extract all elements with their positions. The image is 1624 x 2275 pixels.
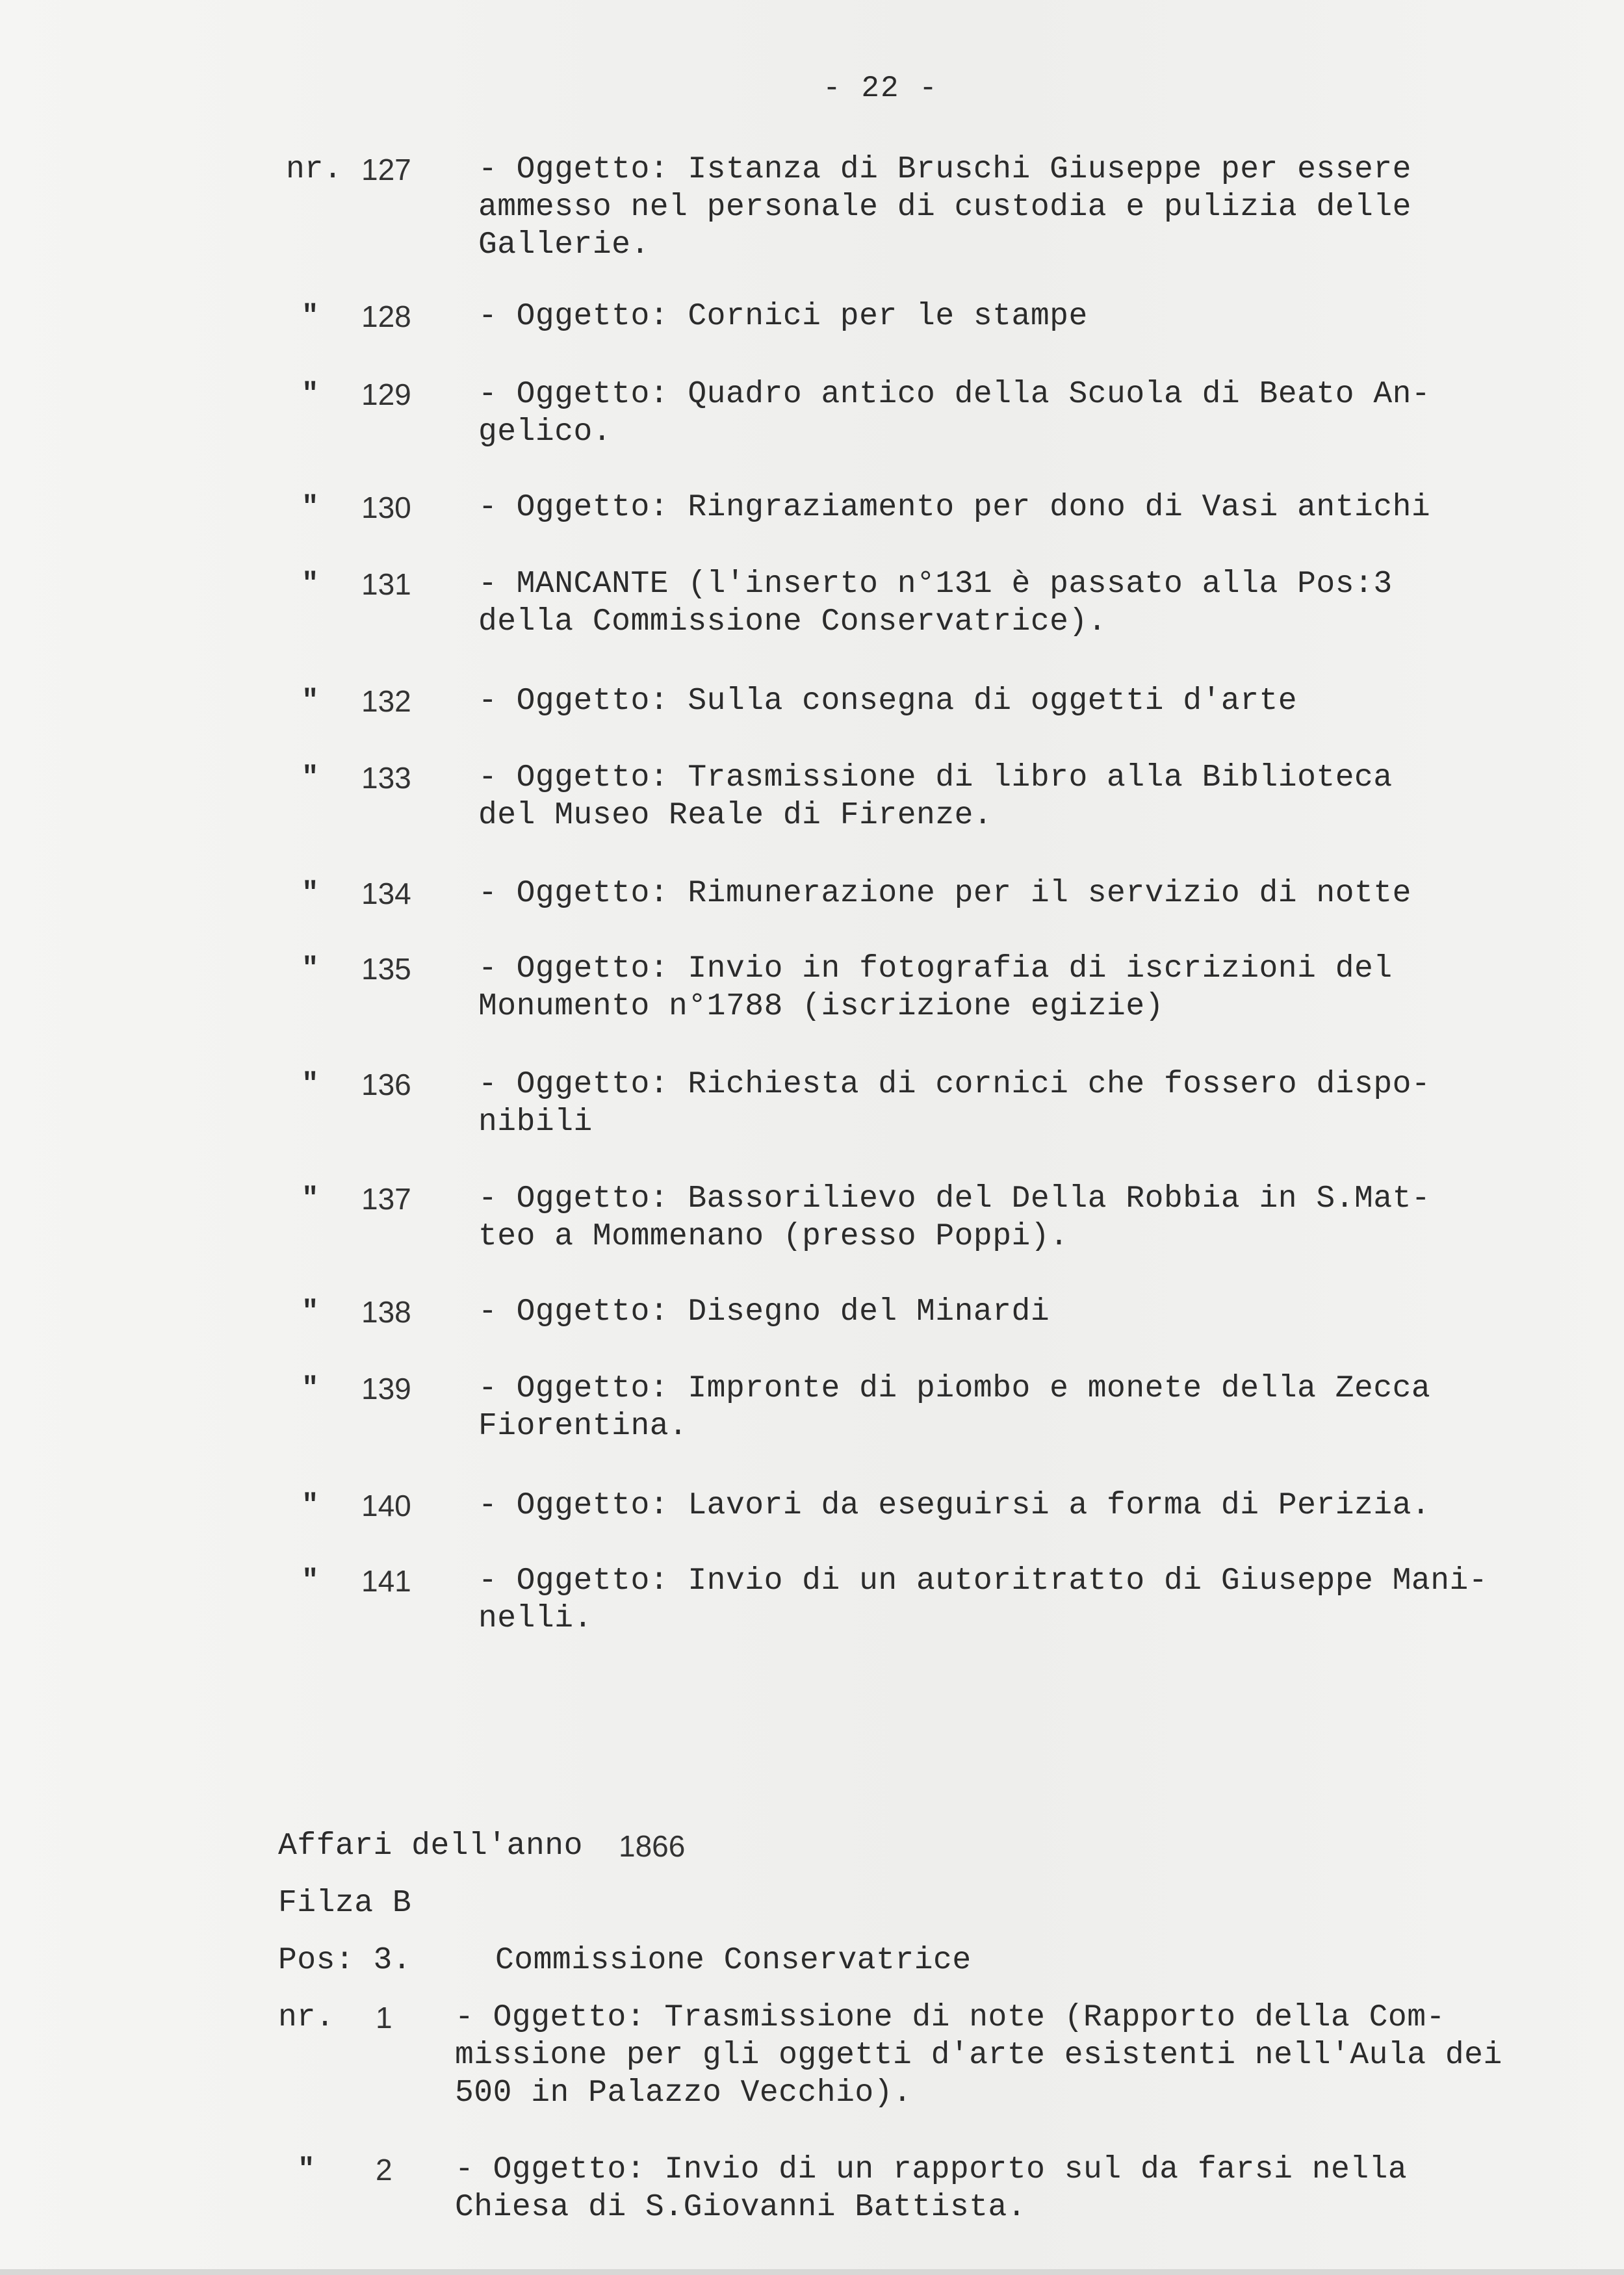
entry-number: 137 xyxy=(361,1182,411,1216)
entry-text-line: - Oggetto: Richiesta di cornici che fossero dispo- xyxy=(478,1067,1431,1102)
entry-prefix: " xyxy=(302,877,319,910)
entry-prefix: " xyxy=(298,2153,315,2186)
entry-number: 134 xyxy=(361,877,411,910)
entry-text-line: - Oggetto: Disegno del Minardi xyxy=(478,1294,1050,1330)
page-number: - 22 - xyxy=(823,71,938,105)
entry-text-line: della Commissione Conservatrice). xyxy=(478,604,1107,639)
entry-prefix: " xyxy=(302,568,319,600)
entry-text-line: - Oggetto: Invio in fotografia di iscrizioni del xyxy=(478,951,1393,986)
entry-prefix: " xyxy=(302,1372,319,1405)
entry-text-line: - Oggetto: Impronte di piombo e monete della Zecca xyxy=(478,1371,1431,1406)
entry-text-line: nibili xyxy=(478,1105,593,1140)
entry-text-line: - Oggetto: Ringraziamento per dono di Vasi antichi xyxy=(478,490,1431,525)
entry-text-line: ammesso nel personale di custodia e pulizia delle xyxy=(478,190,1411,225)
entry-text-line: - Oggetto: Sulla consegna di oggetti d'arte xyxy=(478,684,1298,719)
entry-number: 132 xyxy=(361,684,411,718)
entry-prefix: nr. xyxy=(278,2000,335,2035)
entry-number: 2 xyxy=(376,2153,393,2187)
entry-prefix: " xyxy=(302,491,319,524)
entry-text-line: - Oggetto: Invio di un rapporto sul da farsi nella xyxy=(455,2152,1408,2187)
entry-text-line: Gallerie. xyxy=(478,227,650,263)
entry-prefix: " xyxy=(302,1296,319,1328)
entry-text-line: - Oggetto: Trasmissione di note (Rapporto della Com- xyxy=(455,2000,1445,2035)
entry-prefix: " xyxy=(302,1565,319,1597)
entry-text-line: - Oggetto: Bassorilievo del Della Robbia in S.Mat- xyxy=(478,1181,1431,1216)
entry-number: 138 xyxy=(361,1295,411,1329)
page-edge-shadow xyxy=(0,2269,1624,2275)
entry-prefix: " xyxy=(302,685,319,717)
entry-text-line: - Oggetto: Cornici per le stampe xyxy=(478,299,1088,334)
entry-prefix: nr. xyxy=(286,152,342,187)
filza-label: Filza B xyxy=(278,1886,412,1921)
entry-text-line: Fiorentina. xyxy=(478,1409,688,1444)
entry-prefix: " xyxy=(302,953,319,985)
entry-text-line: missione per gli oggetti d'arte esistenti nell'Aula dei xyxy=(455,2038,1502,2073)
entry-text-line: gelico. xyxy=(478,415,612,450)
entry-prefix: " xyxy=(302,1068,319,1101)
entry-text-line: Monumento n°1788 (iscrizione egizie) xyxy=(478,989,1164,1024)
entry-number: 139 xyxy=(361,1372,411,1406)
entry-text-line: - Oggetto: Invio di un autoritratto di Giuseppe Mani- xyxy=(478,1563,1488,1599)
entry-prefix: " xyxy=(302,762,319,794)
entry-text-line: - Oggetto: Rimunerazione per il servizio di notte xyxy=(478,876,1411,911)
entry-number: 140 xyxy=(361,1489,411,1523)
entry-text-line: - Oggetto: Lavori da eseguirsi a forma di Perizia. xyxy=(478,1488,1431,1523)
entry-prefix: " xyxy=(302,1183,319,1215)
entry-number: 133 xyxy=(361,761,411,795)
affari-year: 1866 xyxy=(619,1829,686,1863)
entry-text-line: nelli. xyxy=(478,1601,593,1636)
entry-text-line: - Oggetto: Quadro antico della Scuola di Beato An- xyxy=(478,377,1431,412)
entry-number: 141 xyxy=(361,1564,411,1598)
entry-prefix: " xyxy=(302,378,319,411)
affari-label: Affari dell'anno xyxy=(278,1829,583,1864)
entry-text-line: del Museo Reale di Firenze. xyxy=(478,798,993,833)
entry-prefix: " xyxy=(302,300,319,333)
entry-text-line: - Oggetto: Trasmissione di libro alla Biblioteca xyxy=(478,760,1393,795)
entry-number: 130 xyxy=(361,491,411,524)
entry-prefix: " xyxy=(302,1489,319,1522)
pos-title: Commissione Conservatrice xyxy=(495,1943,972,1978)
entry-text-line: Chiesa di S.Giovanni Battista. xyxy=(455,2190,1027,2225)
entry-number: 129 xyxy=(361,378,411,411)
entry-text-line: teo a Mommenano (presso Poppi). xyxy=(478,1219,1069,1254)
entry-text-line: - MANCANTE (l'inserto n°131 è passato alla Pos:3 xyxy=(478,567,1393,602)
entry-text-line: 500 in Palazzo Vecchio). xyxy=(455,2076,912,2111)
entry-number: 128 xyxy=(361,300,411,333)
entry-number: 1 xyxy=(376,2001,393,2035)
entry-text-line: - Oggetto: Istanza di Bruschi Giuseppe per essere xyxy=(478,152,1411,187)
pos-label: Pos: 3. xyxy=(278,1943,412,1978)
entry-number: 131 xyxy=(361,567,411,601)
entry-number: 127 xyxy=(361,153,411,186)
entry-number: 135 xyxy=(361,952,411,986)
entry-number: 136 xyxy=(361,1068,411,1101)
